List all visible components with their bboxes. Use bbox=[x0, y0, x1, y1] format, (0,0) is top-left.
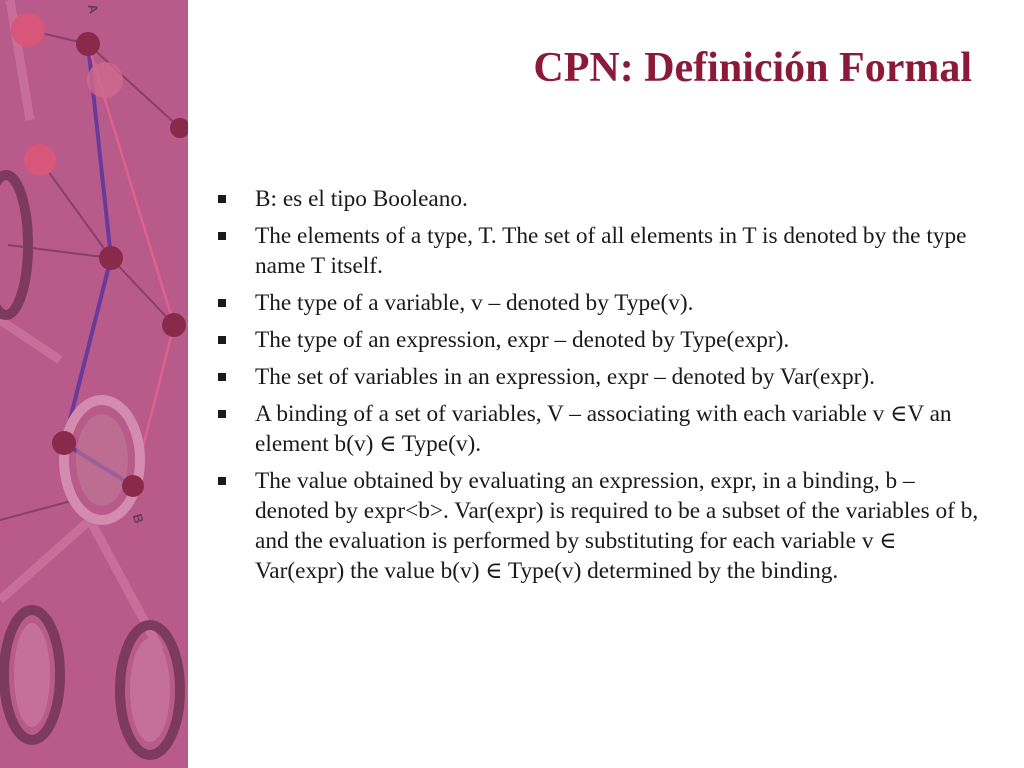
square-bullet-icon bbox=[218, 336, 226, 344]
network-graph-illustration bbox=[0, 0, 188, 768]
node-label-a: A bbox=[84, 2, 102, 16]
decorative-sidebar bbox=[0, 0, 188, 768]
bullet-item bbox=[218, 325, 986, 355]
square-bullet-icon bbox=[218, 410, 226, 418]
bullet-item bbox=[218, 362, 986, 392]
bullet-item bbox=[218, 288, 986, 318]
bullet-text: The elements of a type, T. The set of all elements in T is denoted by the type name T itself. bbox=[255, 223, 967, 279]
square-bullet-icon bbox=[218, 373, 226, 381]
bullet-item bbox=[218, 221, 986, 281]
bullet-text: A binding of a set of variables, V – associating with each variable v ∈V an element b(v) ∈ Type(v). bbox=[255, 401, 952, 457]
square-bullet-icon bbox=[218, 477, 226, 485]
bullet-item bbox=[218, 184, 986, 214]
bullet-text: B: es el tipo Booleano. bbox=[255, 186, 468, 212]
node-label-b: B bbox=[129, 512, 147, 526]
bullet-text: The type of a variable, v – denoted by Type(v). bbox=[255, 290, 694, 316]
bullet-text: The type of an expression, expr – denoted by Type(expr). bbox=[255, 327, 790, 353]
square-bullet-icon bbox=[218, 195, 226, 203]
square-bullet-icon bbox=[218, 232, 226, 240]
bullet-list bbox=[218, 184, 986, 593]
bullet-text: The value obtained by evaluating an expression, expr, in a binding, b – denoted by expr<b>. Var(expr) is required to be a subset of the variables of b, and the evaluation is performed by substituting for each variable v ∈ Var(expr) the value b(v) ∈ Type(v) determined by the binding. bbox=[255, 468, 979, 584]
bullet-text: The set of variables in an expression, expr – denoted by Var(expr). bbox=[255, 364, 875, 390]
slide-title: CPN: Definición Formal bbox=[533, 45, 972, 91]
square-bullet-icon bbox=[218, 299, 226, 307]
bullet-item bbox=[218, 466, 986, 586]
bullet-item bbox=[218, 399, 986, 459]
